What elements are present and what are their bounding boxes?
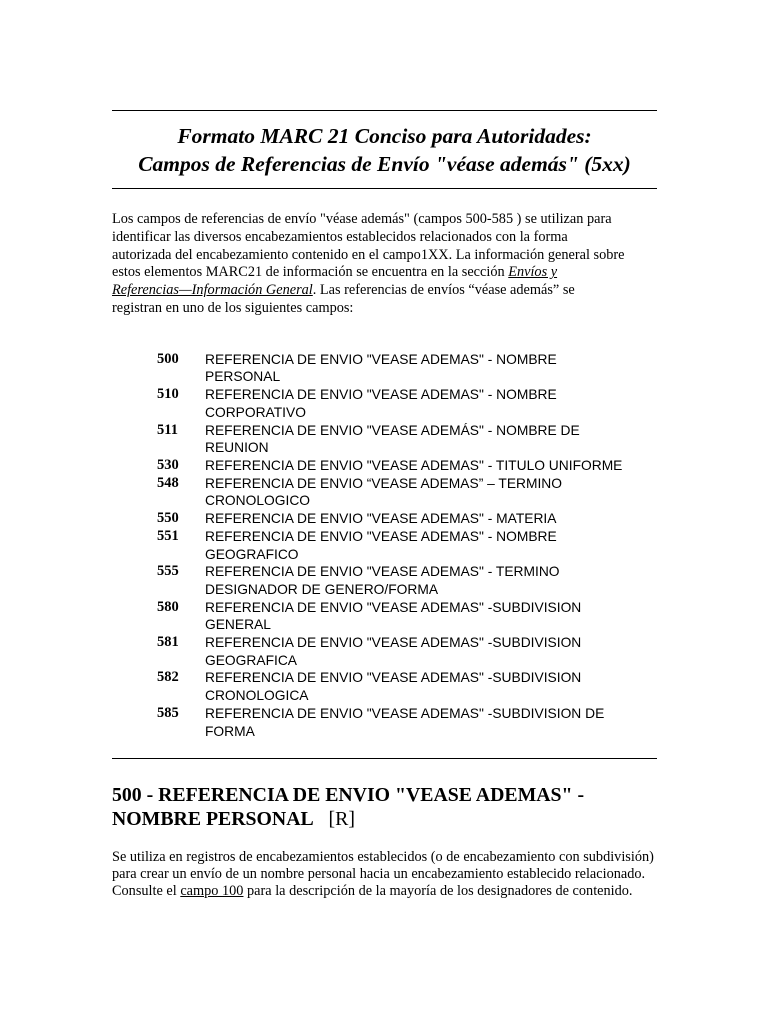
- intro-line: identificar las diversos encabezamientos establecidos relacionados con la forma: [112, 228, 568, 245]
- intro-line: autorizada del encabezamiento contenido en el campo1XX. La información general sobre: [112, 246, 625, 263]
- field-description-line: REFERENCIA DE ENVIO "VEASE ADEMAS" -SUBDIVISION: [205, 670, 582, 686]
- field-item-530: [112, 457, 657, 475]
- field-tag: 511: [157, 421, 178, 438]
- section-heading: [112, 783, 657, 831]
- field-description: [205, 563, 657, 598]
- field-tag: 530: [157, 457, 179, 473]
- field-item-581: [112, 634, 657, 669]
- field-description-line: REFERENCIA DE ENVIO "VEASE ADEMAS" - NOMBRE: [205, 351, 557, 367]
- field-description: [205, 510, 657, 528]
- field-description-line: REFERENCIA DE ENVIO "VEASE ADEMAS" - NOMBRE: [205, 528, 557, 544]
- field-description-line: PERSONAL: [205, 369, 281, 385]
- title-divider: [112, 188, 657, 189]
- field-description-line: REUNION: [205, 440, 269, 456]
- field-description: [205, 475, 657, 510]
- field-description: [205, 351, 657, 386]
- field-description-line: CORPORATIVO: [205, 404, 306, 420]
- field-description: [205, 599, 657, 634]
- field-item-511: [112, 422, 657, 457]
- field-description: [205, 386, 657, 421]
- field-item-580: [112, 599, 657, 634]
- field-tag: 585: [157, 704, 179, 721]
- field-item-548: [112, 475, 657, 510]
- document-page: [112, 0, 657, 900]
- field-tag: 555: [157, 563, 179, 580]
- intro-line: registran en uno de los siguientes campos:: [112, 299, 354, 316]
- page-title: [112, 122, 657, 178]
- title-line-2: Campos de Referencias de Envío "véase además" (5xx): [138, 152, 631, 176]
- intro-text: . Las referencias de envíos “véase además” se: [312, 282, 575, 299]
- campo-100-link[interactable]: campo 100: [180, 883, 244, 900]
- intro-paragraph: [112, 211, 657, 318]
- field-tag: 550: [157, 510, 179, 527]
- intro-line: [112, 264, 657, 282]
- field-tag: 580: [157, 598, 179, 615]
- section-body-line: para crear un envío de un nombre personal hacia un encabezamiento establecido relacionado.: [112, 866, 646, 883]
- section-heading-name: NOMBRE PERSONAL: [112, 808, 314, 831]
- field-list: [112, 351, 657, 740]
- field-description: [205, 422, 657, 457]
- field-description: [205, 669, 657, 704]
- field-item-585: [112, 705, 657, 740]
- intro-line: Los campos de referencias de envío "véase además" (campos 500-585 ) se utilizan para: [112, 211, 612, 227]
- field-item-551: [112, 528, 657, 563]
- field-description-line: FORMA: [205, 723, 255, 739]
- field-item-555: [112, 563, 657, 598]
- field-tag: 581: [157, 634, 179, 651]
- field-description-line: GEOGRAFICA: [205, 652, 297, 668]
- field-description-line: DESIGNADOR DE GENERO/FORMA: [205, 581, 439, 597]
- field-description-line: GENERAL: [205, 617, 271, 633]
- envios-referencias-link-cont[interactable]: Referencias—Información General: [112, 282, 313, 299]
- section-heading-line-2: [112, 807, 657, 831]
- field-tag: 582: [157, 669, 179, 686]
- intro-text: estos elementos MARC21 de información se encuentra en la sección: [112, 264, 509, 281]
- field-description: [205, 634, 657, 669]
- section-heading-line-1: 500 - REFERENCIA DE ENVIO "VEASE ADEMAS" -: [112, 784, 585, 807]
- section-body: [112, 849, 657, 900]
- section-body-text: Consulte el: [112, 883, 181, 900]
- envios-referencias-link[interactable]: Envíos y: [508, 264, 558, 281]
- field-description-line: REFERENCIA DE ENVIO “VEASE ADEMAS” – TERMINO: [205, 475, 563, 491]
- repeatable-indicator: [R]: [328, 808, 355, 831]
- field-tag: 500: [157, 350, 179, 367]
- field-item-510: [112, 386, 657, 421]
- field-description-line: GEOGRAFICO: [205, 546, 299, 562]
- section-divider: [112, 758, 657, 759]
- section-body-line: [112, 883, 657, 900]
- field-description: [205, 457, 657, 475]
- field-description-line: REFERENCIA DE ENVIO "VEASE ADEMAS" - NOMBRE: [205, 387, 557, 403]
- field-tag: 510: [157, 386, 179, 403]
- top-divider: [112, 110, 657, 111]
- field-description-line: REFERENCIA DE ENVIO "VEASE ADEMAS" - TERMINO: [205, 564, 560, 580]
- field-description-line: CRONOLOGICO: [205, 493, 311, 509]
- field-item-550: [112, 510, 657, 528]
- field-description-line: REFERENCIA DE ENVIO "VEASE ADEMAS" - MATERIA: [205, 511, 557, 527]
- field-description-line: CRONOLOGICA: [205, 688, 309, 704]
- title-line-1: Formato MARC 21 Conciso para Autoridades:: [177, 124, 592, 148]
- field-description: [205, 528, 657, 563]
- field-tag: 548: [157, 474, 179, 491]
- field-description-line: REFERENCIA DE ENVIO "VEASE ADEMAS" -SUBDIVISION DE: [205, 705, 605, 721]
- intro-line: [112, 282, 657, 300]
- field-item-500: [112, 351, 657, 386]
- field-description-line: REFERENCIA DE ENVIO "VEASE ADEMÁS" - NOMBRE DE: [205, 422, 580, 438]
- field-item-582: [112, 669, 657, 704]
- section-body-text: para la descripción de la mayoría de los designadores de contenido.: [243, 883, 633, 900]
- section-body-line: Se utiliza en registros de encabezamientos establecidos (o de encabezamiento con subdivisión): [112, 849, 654, 866]
- field-tag: 551: [157, 527, 179, 544]
- field-description-line: REFERENCIA DE ENVIO "VEASE ADEMAS" -SUBDIVISION: [205, 599, 582, 615]
- field-description: [205, 705, 657, 740]
- field-description-line: REFERENCIA DE ENVIO "VEASE ADEMAS" - TITULO UNIFORME: [205, 458, 623, 473]
- field-description-line: REFERENCIA DE ENVIO "VEASE ADEMAS" -SUBDIVISION: [205, 635, 582, 651]
